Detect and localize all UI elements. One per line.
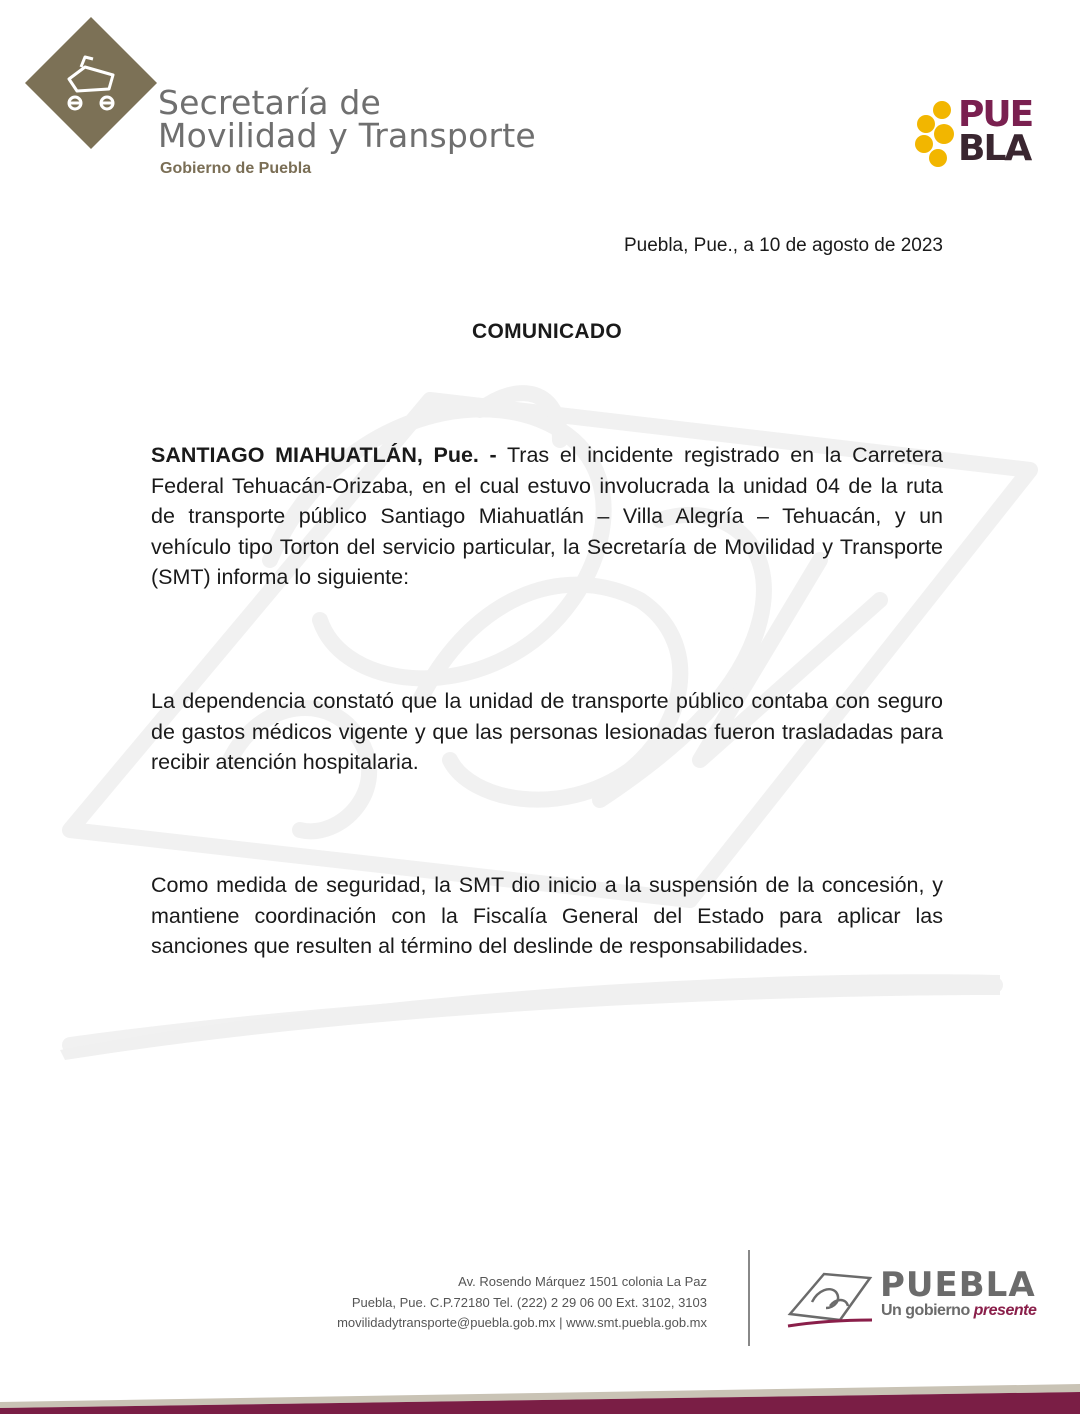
paragraph-3: Como medida de seguridad, la SMT dio inicio a la suspensión de la concesión, y mantiene coordinación con la Fiscalía General del Estado para aplicar las sanciones que resulten al término del deslinde de responsabilidades. — [151, 873, 943, 958]
footer-address — [337, 1272, 707, 1334]
gov-label: Gobierno de Puebla — [160, 160, 312, 177]
puebla-wordmark-bottom: BLA — [958, 128, 1031, 169]
footer-tagline — [881, 1302, 1036, 1320]
puebla-government-emblem — [784, 1262, 876, 1330]
puebla-wordmark-top: PUE — [958, 94, 1033, 135]
document-heading: COMUNICADO — [472, 320, 622, 343]
address-line-1: Av. Rosendo Márquez 1501 colonia La Paz — [458, 1274, 707, 1289]
address-line-2: Puebla, Pue. C.P.72180 Tel. (222) 2 29 06 00 Ext. 3102, 3103 — [351, 1294, 707, 1310]
footer-brand: PUEBLA — [880, 1265, 1036, 1305]
paragraph-1-text: Tras el incidente registrado en la Carretera Federal Tehuacán-Orizaba, en el cual estuvo involucrada la unidad 04 de la ruta de transporte público Santiago Miahuatlán – Villa Alegría – Tehuacán, y un vehículo tipo Torton del servicio particular, la Secretaría de Movilidad y Transporte (SMT) informa lo siguiente: — [151, 443, 943, 589]
paragraph-1 — [151, 440, 943, 593]
org-name-line2: Movilidad y Transporte — [158, 116, 536, 155]
org-name — [158, 83, 536, 155]
dateline: SANTIAGO MIAHUATLÁN, Pue. - — [151, 443, 497, 467]
footer-divider — [748, 1250, 750, 1346]
org-name-line1: Secretaría de — [158, 83, 381, 122]
footer-tagline-plain: Un gobierno — [881, 1302, 974, 1319]
smt-diamond-logo — [25, 17, 157, 149]
paragraph-2: La dependencia constató que la unidad de transporte público contaba con seguro de gastos médicos vigente y que las personas lesionadas fueron trasladadas para recibir atención hospitalaria. — [151, 689, 943, 774]
bottom-color-band — [0, 1380, 1080, 1414]
footer-tagline-emphasis: presente — [973, 1302, 1037, 1319]
puebla-wordmark — [958, 94, 1033, 169]
address-line-3: movilidadytransporte@puebla.gob.mx | www.smt.puebla.gob.mx — [337, 1315, 707, 1330]
document-date: Puebla, Pue., a 10 de agosto de 2023 — [623, 235, 943, 256]
